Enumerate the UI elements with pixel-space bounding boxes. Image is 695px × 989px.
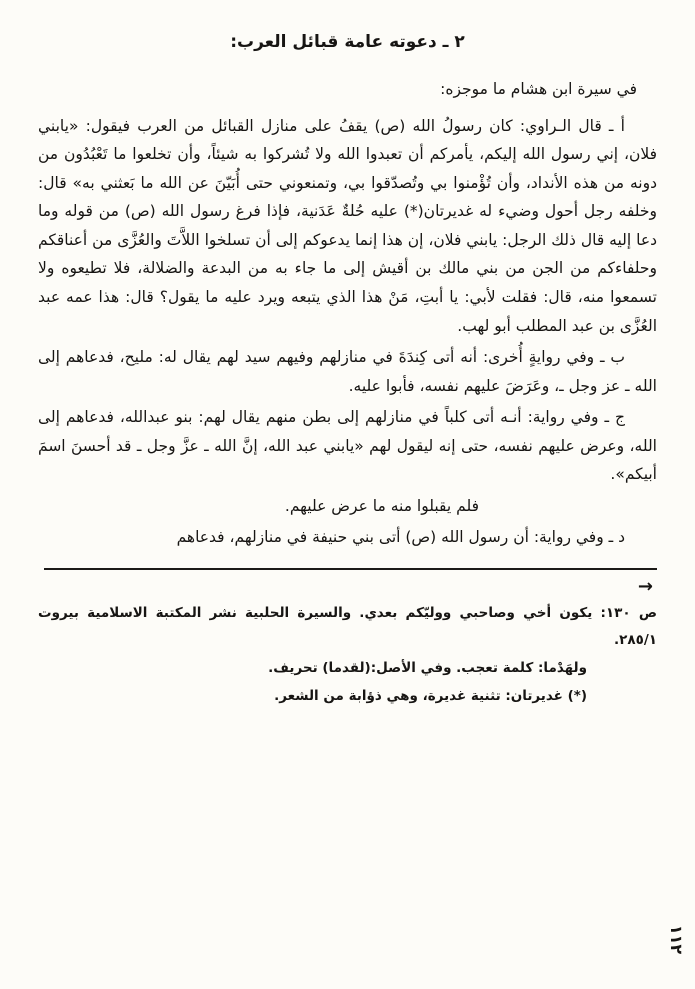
body-paragraph-c: ج ـ وفي رواية: أنـه أتى كلباً في منازلهم إلى بطن منهم يقال لهم: بنو عبدالله، فدعاهم إلى الله، وعرض عليهم نفسه، حتى إنه ليقول لهم «يابني عبد الله، إنَّ الله ـ عزَّ وجل ـ قد أحسنَ اسمَ أبيكم».	[38, 408, 657, 484]
closing-line: فلم يقبلوا منه ما عرض عليهم.	[284, 496, 479, 515]
footnote: ص ١٣٠: يكون أخي وصاحبي ووليّكم بعدي. والسيرة الحلبية نشر المكتبة الاسلامية بيروت ٢٨٥/١.	[38, 604, 657, 649]
intro-line: في سيرة ابن هشام ما موجزه:	[440, 80, 637, 98]
footnote: (*) غديرتان: تثنية غديرة، وهي ذؤابة من الشعر.	[274, 687, 587, 704]
footnote: ولهَدْما: كلمة تعجب. وفي الأصل:(لقدما) تحريف.	[268, 659, 587, 676]
body-paragraph-b: ب ـ وفي روايةٍ أُخرى: أنه أتى كِندَةَ في منازلهم وفيهم سيد لهم يقال له: مليح، فدعاهم إلى الله ـ عز وجل ـ، وعَرَضَ عليهم نفسه، فأبوا عليه.	[38, 348, 657, 395]
section-title: ٢ ـ دعوته عامة قبائل العرب:	[230, 32, 465, 52]
page-number: ١١٢	[666, 924, 686, 955]
continuation-arrow-icon: →	[637, 575, 653, 597]
body-paragraph-d: د ـ وفي رواية: أن رسول الله (ص) أتى بني حنيفة في منازلهم، فدعاهم	[176, 528, 625, 547]
body-paragraph-a: أ ـ قال الـراوي: كان رسولُ الله (ص) يقفُ على منازل القبائل من العرب فيقول: «يابني فلان، إني رسول الله إليكم، يأمركم أن تعبدوا الله ولا تُشركوا به شيئاً، وأن تخلعوا ما تَعْبُدُون من دونه من هذه الأنداد، وأن تُؤْمنوا بي وتُصدّقوا بي، وتمنعوني حتى أُبَيّنَ عن الله ما بَعثني به» قال: وخلفه رجل أحول وضيء له غديرتان(*) عليه حُلةٌ عَدَنية، فإذا فرغ رسول الله (ص) من قوله وما دعا إليه قال ذلك الرجل: يابني فلان، إن هذا إنما يدعوكم إلى أن تسلخوا اللاَّتَ والعُزَّى من أعناقكم وحلفاءكم من الجن من بني مالك بن أقيش إلى ما جاء به من البدعة والضلالة، فلا تطيعوه ولا تسمعوا منه، قال: فقلت لأبي: يا أبتِ، مَنْ هذا الذي يتبعه ويرد عليه ما يقول؟ قال: هذا عمه عبد العُزَّى بن عبد المطلب أبو لهب.	[38, 116, 657, 335]
footnote-separator	[44, 568, 657, 570]
footnotes-block	[38, 600, 657, 711]
